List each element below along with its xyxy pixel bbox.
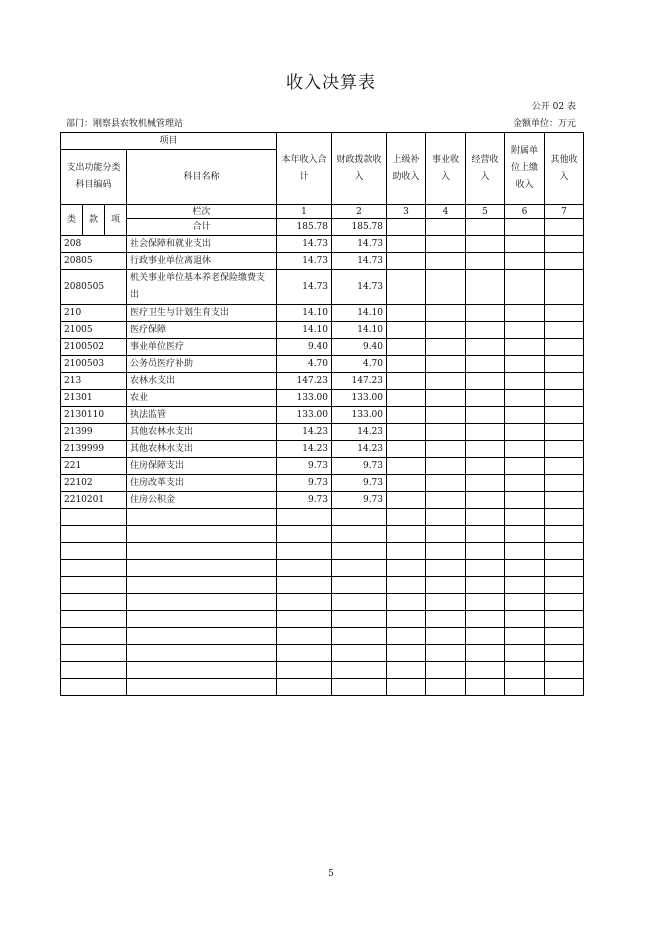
row-empty-cell xyxy=(505,253,545,270)
empty-code-cell xyxy=(61,526,127,543)
empty-cell xyxy=(127,645,277,662)
row-fiscal: 133.00 xyxy=(332,390,387,407)
empty-cell xyxy=(426,628,466,645)
empty-cell xyxy=(545,509,584,526)
empty-cell xyxy=(466,645,505,662)
row-code: 22102 xyxy=(61,475,127,492)
header-upper: 上级补助收入 xyxy=(387,133,426,205)
table-row xyxy=(61,270,584,305)
empty-cell xyxy=(277,560,332,577)
empty-code-cell xyxy=(61,645,127,662)
empty-cell xyxy=(426,560,466,577)
row-empty-cell xyxy=(505,270,545,305)
table-row xyxy=(61,424,584,441)
row-code: 21399 xyxy=(61,424,127,441)
row-fiscal: 147.23 xyxy=(332,373,387,390)
row-subject-name: 住房改革支出 xyxy=(127,475,277,492)
total-label: 合计 xyxy=(127,219,277,236)
empty-cell xyxy=(505,526,545,543)
empty-cell xyxy=(277,594,332,611)
row-total: 133.00 xyxy=(277,390,332,407)
table-row xyxy=(61,390,584,407)
row-subject-name: 事业单位医疗 xyxy=(127,339,277,356)
header-xiang: 项 xyxy=(105,205,127,236)
empty-code-cell xyxy=(61,577,127,594)
row-empty-cell xyxy=(505,458,545,475)
empty-cell xyxy=(387,594,426,611)
row-empty-cell xyxy=(387,356,426,373)
table-row xyxy=(61,373,584,390)
empty-cell xyxy=(277,543,332,560)
empty-cell xyxy=(426,645,466,662)
row-subject-name: 住房公积金 xyxy=(127,492,277,509)
row-empty-cell xyxy=(545,475,584,492)
empty-cell xyxy=(387,611,426,628)
col-number-6: 6 xyxy=(505,205,545,219)
row-empty-cell xyxy=(426,390,466,407)
row-subject-name: 医疗保障 xyxy=(127,322,277,339)
row-empty-cell xyxy=(545,441,584,458)
empty-cell xyxy=(426,543,466,560)
row-fiscal: 9.73 xyxy=(332,492,387,509)
empty-cell xyxy=(127,543,277,560)
row-empty-cell xyxy=(387,475,426,492)
table-row xyxy=(61,322,584,339)
total-fiscal: 185.78 xyxy=(332,219,387,236)
row-empty-cell xyxy=(545,322,584,339)
table-row xyxy=(61,356,584,373)
row-empty-cell xyxy=(505,475,545,492)
empty-cell xyxy=(426,679,466,696)
row-empty-cell xyxy=(505,373,545,390)
empty-cell xyxy=(127,509,277,526)
empty-code-cell xyxy=(61,509,127,526)
empty-cell xyxy=(332,662,387,679)
row-empty-cell xyxy=(426,270,466,305)
empty-cell xyxy=(277,611,332,628)
row-code: 21005 xyxy=(61,322,127,339)
row-empty-cell xyxy=(466,407,505,424)
row-empty-cell xyxy=(466,305,505,322)
row-empty-cell xyxy=(466,390,505,407)
empty-cell xyxy=(332,543,387,560)
row-code: 208 xyxy=(61,236,127,253)
empty-row xyxy=(61,645,584,662)
row-empty-cell xyxy=(426,322,466,339)
row-total: 14.23 xyxy=(277,424,332,441)
header-lei: 类 xyxy=(61,205,83,236)
row-empty-cell xyxy=(505,390,545,407)
row-total: 14.73 xyxy=(277,236,332,253)
header-subject-name: 科目名称 xyxy=(127,150,277,205)
row-code: 210 xyxy=(61,305,127,322)
row-empty-cell xyxy=(387,253,426,270)
row-subject-name: 其他农林水支出 xyxy=(127,424,277,441)
empty-row xyxy=(61,509,584,526)
row-total: 14.10 xyxy=(277,305,332,322)
row-empty-cell xyxy=(545,270,584,305)
row-subject-name: 机关事业单位基本养老保险缴费支出 xyxy=(127,270,277,305)
row-empty-cell xyxy=(426,441,466,458)
header-operating: 经营收入 xyxy=(466,133,505,205)
row-fiscal: 14.23 xyxy=(332,424,387,441)
total-sum: 185.78 xyxy=(277,219,332,236)
empty-cell xyxy=(277,645,332,662)
empty-cell xyxy=(505,645,545,662)
row-empty-cell xyxy=(426,253,466,270)
empty-cell xyxy=(505,577,545,594)
row-subject-name: 农林水支出 xyxy=(127,373,277,390)
empty-cell xyxy=(332,628,387,645)
row-code: 221 xyxy=(61,458,127,475)
table-row xyxy=(61,305,584,322)
row-empty-cell xyxy=(426,339,466,356)
empty-cell xyxy=(466,543,505,560)
row-empty-cell xyxy=(545,390,584,407)
empty-cell xyxy=(387,526,426,543)
empty-code-cell xyxy=(61,679,127,696)
empty-cell xyxy=(426,611,466,628)
empty-row xyxy=(61,679,584,696)
col-number-3: 3 xyxy=(387,205,426,219)
unit-label: 金额单位：万元 xyxy=(512,119,576,129)
empty-row xyxy=(61,543,584,560)
row-empty-cell xyxy=(426,373,466,390)
empty-cell xyxy=(332,526,387,543)
row-code: 2100503 xyxy=(61,356,127,373)
row-subject-name: 社会保障和就业支出 xyxy=(127,236,277,253)
empty-cell xyxy=(277,662,332,679)
row-empty-cell xyxy=(505,322,545,339)
row-fiscal: 133.00 xyxy=(332,407,387,424)
empty-cell xyxy=(466,662,505,679)
row-code: 2139999 xyxy=(61,441,127,458)
page-title: 收入决算表 xyxy=(286,73,376,93)
row-empty-cell xyxy=(505,305,545,322)
header-lanci: 栏次 xyxy=(127,205,277,219)
empty-row xyxy=(61,577,584,594)
row-empty-cell xyxy=(505,441,545,458)
row-code: 2100502 xyxy=(61,339,127,356)
header-fiscal: 财政拨款收入 xyxy=(332,133,387,205)
row-fiscal: 14.73 xyxy=(332,270,387,305)
empty-row xyxy=(61,611,584,628)
row-empty-cell xyxy=(505,492,545,509)
row-total: 14.73 xyxy=(277,253,332,270)
row-empty-cell xyxy=(466,356,505,373)
row-total: 14.73 xyxy=(277,270,332,305)
row-code: 2130110 xyxy=(61,407,127,424)
empty-cell xyxy=(426,509,466,526)
row-empty-cell xyxy=(466,322,505,339)
empty-code-cell xyxy=(61,560,127,577)
row-empty-cell xyxy=(505,236,545,253)
empty-cell xyxy=(545,560,584,577)
page-number: 5 xyxy=(328,869,334,879)
empty-cell xyxy=(505,611,545,628)
row-empty-cell xyxy=(545,492,584,509)
row-empty-cell xyxy=(387,373,426,390)
row-empty-cell xyxy=(545,305,584,322)
row-empty-cell xyxy=(426,424,466,441)
row-empty-cell xyxy=(505,424,545,441)
row-empty-cell xyxy=(466,270,505,305)
row-empty-cell xyxy=(387,458,426,475)
empty-cell xyxy=(332,560,387,577)
row-empty-cell xyxy=(466,236,505,253)
empty-cell xyxy=(127,560,277,577)
empty-cell xyxy=(545,679,584,696)
row-empty-cell xyxy=(387,339,426,356)
table-row xyxy=(61,339,584,356)
row-fiscal: 14.73 xyxy=(332,236,387,253)
header-kuan: 款 xyxy=(83,205,105,236)
empty-cell xyxy=(387,662,426,679)
empty-row xyxy=(61,628,584,645)
row-code: 21301 xyxy=(61,390,127,407)
empty-cell xyxy=(387,577,426,594)
empty-cell xyxy=(505,560,545,577)
empty-cell xyxy=(466,611,505,628)
row-fiscal: 14.10 xyxy=(332,322,387,339)
row-subject-name: 行政事业单位离退休 xyxy=(127,253,277,270)
row-empty-cell xyxy=(545,424,584,441)
row-total: 147.23 xyxy=(277,373,332,390)
row-fiscal: 14.10 xyxy=(332,305,387,322)
empty-cell xyxy=(466,526,505,543)
empty-cell xyxy=(505,543,545,560)
row-total: 14.10 xyxy=(277,322,332,339)
row-fiscal: 14.23 xyxy=(332,441,387,458)
table-row xyxy=(61,253,584,270)
row-empty-cell xyxy=(545,356,584,373)
empty-cell xyxy=(545,577,584,594)
empty-cell xyxy=(387,679,426,696)
table-row xyxy=(61,475,584,492)
empty-cell xyxy=(545,628,584,645)
row-empty-cell xyxy=(545,458,584,475)
row-empty-cell xyxy=(426,407,466,424)
empty-cell xyxy=(387,509,426,526)
form-number: 公开 02 表 xyxy=(531,102,576,112)
row-subject-name: 其他农林水支出 xyxy=(127,441,277,458)
row-total: 4.70 xyxy=(277,356,332,373)
row-empty-cell xyxy=(545,253,584,270)
empty-cell xyxy=(277,526,332,543)
empty-cell xyxy=(505,628,545,645)
empty-cell xyxy=(332,645,387,662)
row-code: 20805 xyxy=(61,253,127,270)
empty-cell xyxy=(505,509,545,526)
row-empty-cell xyxy=(545,236,584,253)
row-empty-cell xyxy=(505,356,545,373)
empty-cell xyxy=(127,611,277,628)
empty-cell xyxy=(127,662,277,679)
table-row xyxy=(61,458,584,475)
empty-cell xyxy=(127,526,277,543)
row-code: 2210201 xyxy=(61,492,127,509)
row-total: 9.40 xyxy=(277,339,332,356)
empty-cell xyxy=(426,526,466,543)
header-total: 本年收入合计 xyxy=(277,133,332,205)
row-fiscal: 4.70 xyxy=(332,356,387,373)
empty-code-cell xyxy=(61,594,127,611)
empty-cell xyxy=(466,509,505,526)
empty-cell xyxy=(387,560,426,577)
table-row xyxy=(61,492,584,509)
row-empty-cell xyxy=(387,492,426,509)
row-total: 133.00 xyxy=(277,407,332,424)
empty-cell xyxy=(332,611,387,628)
empty-cell xyxy=(466,577,505,594)
department-label: 部门：刚察县农牧机械管理站 xyxy=(66,119,184,129)
empty-cell xyxy=(127,577,277,594)
empty-row xyxy=(61,594,584,611)
empty-cell xyxy=(332,509,387,526)
row-empty-cell xyxy=(426,475,466,492)
empty-cell xyxy=(277,577,332,594)
empty-cell xyxy=(545,594,584,611)
row-empty-cell xyxy=(387,270,426,305)
row-empty-cell xyxy=(387,441,426,458)
empty-cell xyxy=(545,645,584,662)
row-empty-cell xyxy=(387,305,426,322)
row-empty-cell xyxy=(426,356,466,373)
table-row xyxy=(61,441,584,458)
row-empty-cell xyxy=(426,492,466,509)
empty-row xyxy=(61,560,584,577)
income-table xyxy=(60,132,584,696)
empty-cell xyxy=(505,679,545,696)
row-empty-cell xyxy=(505,407,545,424)
empty-cell xyxy=(277,679,332,696)
table-row xyxy=(61,407,584,424)
col-number-5: 5 xyxy=(466,205,505,219)
col-number-4: 4 xyxy=(426,205,466,219)
row-empty-cell xyxy=(387,407,426,424)
row-empty-cell xyxy=(466,492,505,509)
empty-code-cell xyxy=(61,611,127,628)
header-project: 项目 xyxy=(61,133,277,150)
empty-cell xyxy=(505,662,545,679)
row-empty-cell xyxy=(387,390,426,407)
row-empty-cell xyxy=(466,373,505,390)
empty-cell xyxy=(387,628,426,645)
row-subject-name: 医疗卫生与计划生育支出 xyxy=(127,305,277,322)
empty-cell xyxy=(426,662,466,679)
empty-cell xyxy=(466,594,505,611)
empty-cell xyxy=(332,679,387,696)
row-subject-name: 住房保障支出 xyxy=(127,458,277,475)
table-row xyxy=(61,236,584,253)
row-fiscal: 9.73 xyxy=(332,475,387,492)
row-empty-cell xyxy=(466,475,505,492)
empty-row xyxy=(61,662,584,679)
row-code: 213 xyxy=(61,373,127,390)
empty-cell xyxy=(127,594,277,611)
empty-cell xyxy=(426,577,466,594)
empty-cell xyxy=(332,594,387,611)
row-subject-name: 公务员医疗补助 xyxy=(127,356,277,373)
row-empty-cell xyxy=(545,407,584,424)
row-empty-cell xyxy=(466,339,505,356)
empty-cell xyxy=(545,611,584,628)
empty-cell xyxy=(387,645,426,662)
empty-code-cell xyxy=(61,543,127,560)
row-empty-cell xyxy=(505,339,545,356)
row-empty-cell xyxy=(387,322,426,339)
empty-cell xyxy=(332,577,387,594)
row-empty-cell xyxy=(545,339,584,356)
empty-code-cell xyxy=(61,662,127,679)
header-business: 事业收入 xyxy=(426,133,466,205)
row-subject-name: 执法监管 xyxy=(127,407,277,424)
col-number-2: 2 xyxy=(332,205,387,219)
empty-cell xyxy=(387,543,426,560)
row-empty-cell xyxy=(426,305,466,322)
empty-cell xyxy=(505,594,545,611)
empty-cell xyxy=(545,662,584,679)
empty-cell xyxy=(127,679,277,696)
empty-cell xyxy=(426,594,466,611)
row-fiscal: 9.40 xyxy=(332,339,387,356)
row-empty-cell xyxy=(466,424,505,441)
col-number-7: 7 xyxy=(545,205,584,219)
empty-cell xyxy=(466,560,505,577)
row-total: 9.73 xyxy=(277,492,332,509)
row-empty-cell xyxy=(387,424,426,441)
header-code-group: 支出功能分类科目编码 xyxy=(61,150,127,205)
empty-cell xyxy=(545,543,584,560)
row-empty-cell xyxy=(545,373,584,390)
empty-cell xyxy=(466,628,505,645)
row-subject-name: 农业 xyxy=(127,390,277,407)
row-total: 9.73 xyxy=(277,458,332,475)
row-empty-cell xyxy=(426,458,466,475)
empty-code-cell xyxy=(61,628,127,645)
row-empty-cell xyxy=(426,236,466,253)
empty-cell xyxy=(466,679,505,696)
col-number-1: 1 xyxy=(277,205,332,219)
empty-cell xyxy=(277,509,332,526)
row-empty-cell xyxy=(466,458,505,475)
empty-cell xyxy=(545,526,584,543)
empty-cell xyxy=(277,628,332,645)
empty-row xyxy=(61,526,584,543)
empty-cell xyxy=(127,628,277,645)
row-total: 14.23 xyxy=(277,441,332,458)
header-affiliated: 附属单位上缴收入 xyxy=(505,133,545,205)
row-empty-cell xyxy=(466,253,505,270)
row-fiscal: 9.73 xyxy=(332,458,387,475)
row-fiscal: 14.73 xyxy=(332,253,387,270)
header-other: 其他收入 xyxy=(545,133,584,205)
row-code: 2080505 xyxy=(61,270,127,305)
row-empty-cell xyxy=(387,236,426,253)
row-total: 9.73 xyxy=(277,475,332,492)
row-empty-cell xyxy=(466,441,505,458)
